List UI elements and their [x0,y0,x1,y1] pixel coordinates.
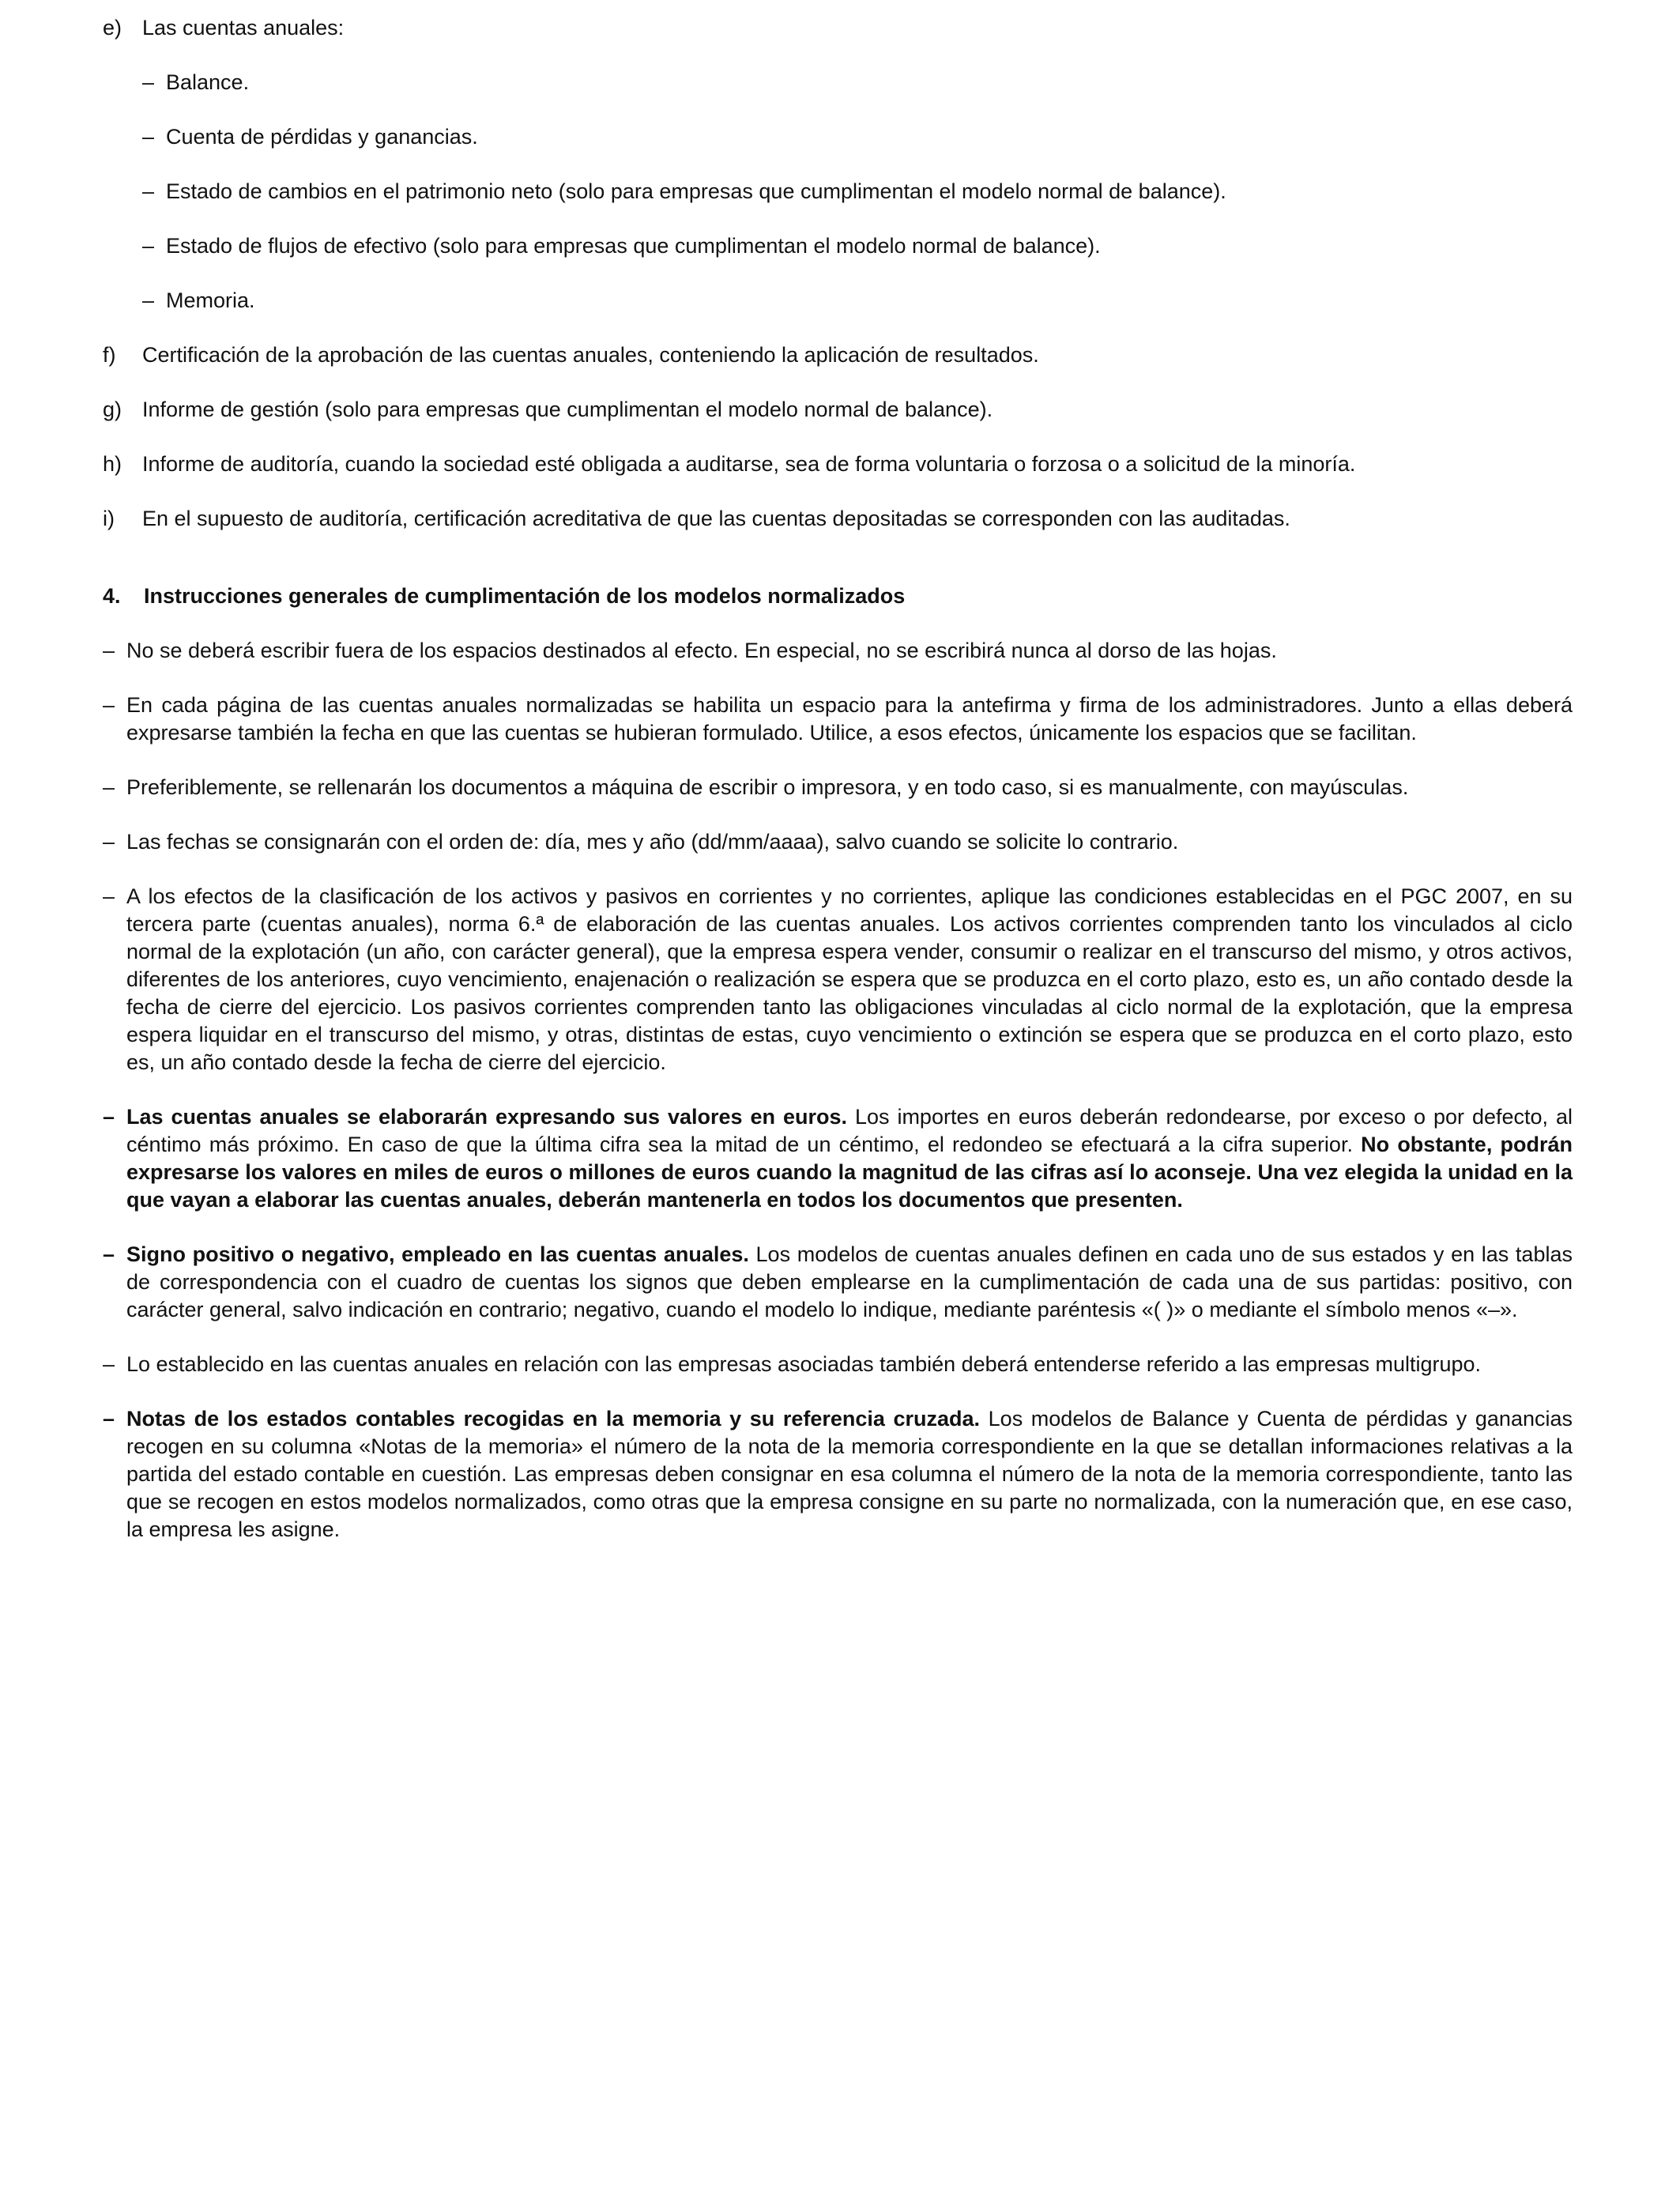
sub-item-ecpn [103,178,1573,205]
list-item-g [103,396,1573,424]
bullet-text: En cada página de las cuentas anuales normalizadas se habilita un espacio para la antefirma y firma de los administradores. Junto a ellas deberá expresarse también la fecha en que las cuentas se hubieran formulado. Utilice, a esos efectos, únicamente los espacios que se facilitan. [126,693,1573,745]
list-text: En el supuesto de auditoría, certificación acreditativa de que las cuentas depositadas se corresponden con las auditadas. [142,507,1290,530]
bullet-item-9 [103,1405,1573,1544]
list-letter: h) [103,452,122,476]
dash-mark: – [142,125,155,149]
bullet-text: Los importes en euros deberán redondearse, por exceso o por defecto, al céntimo más próximo. En caso de que la última cifra sea la mitad de un céntimo, el redondeo se efectuará a la cifra superior. [126,1105,1573,1156]
list-item-i [103,505,1573,533]
sub-item-cuenta-pyg [103,123,1573,151]
dash-mark: – [142,70,155,94]
list-text: Informe de auditoría, cuando la sociedad esté obligada a auditarse, sea de forma voluntaria o forzosa o a solicitud de la minoría. [142,452,1356,476]
list-text: Las cuentas anuales: [142,16,345,40]
bullet-item-3 [103,774,1573,801]
sub-item-text: Memoria. [166,288,255,312]
list-item-f [103,341,1573,369]
dash-mark: – [103,830,115,854]
list-item-e [103,14,1573,42]
list-letter: i) [103,507,115,530]
bullet-text: A los efectos de la clasificación de los activos y pasivos en corrientes y no corrientes, aplique las condiciones establecidas en el PGC 2007, en su tercera parte (cuentas anuales), norma 6.ª de elaboración de las cuentas anuales. Los activos corrientes comprenden tanto los vinculados al ciclo normal de la explotación (un año, con carácter general), que la empresa espera vender, consumir o realizar en el transcurso del mismo, y otros activos, diferentes de los anteriores, cuyo vencimiento, enajenación o realización se espera que se produzca en el corto plazo, esto es, un año contado desde la fecha de cierre del ejercicio. Los pasivos corrientes comprenden tanto las obligaciones vinculadas al ciclo normal de la explotación, que la empresa espera liquidar en el transcurso del mismo, y otras, distintas de estas, cuyo vencimiento o extinción se espera que se produzca en el corto plazo, esto es, un año contado desde la fecha de cierre del ejercicio. [126,884,1573,1074]
list-letter: g) [103,398,122,421]
dash-mark: – [142,288,155,312]
document-body [103,14,1573,1570]
section-title: Instrucciones generales de cumplimentación de los modelos normalizados [144,584,906,608]
sub-item-memoria [103,287,1573,315]
bullet-item-1 [103,637,1573,665]
bullet-text: Los modelos de cuentas anuales definen en cada uno de sus estados y en las tablas de correspondencia con el cuadro de cuentas los signos que deben emplearse en la cumplimentación de cada una de sus partidas: positivo, con carácter general, salvo indicación en contrario; negativo, cuando el modelo lo indique, mediante paréntesis «( )» o mediante el símbolo menos «–». [126,1242,1573,1321]
dash-mark: – [103,693,115,717]
list-letter: f) [103,343,116,367]
sub-item-text: Estado de flujos de efectivo (solo para empresas que cumplimentan el modelo normal de balance). [166,234,1101,258]
bullet-bold-text: No obstante, podrán expresarse los valores en miles de euros o millones de euros cuando la magnitud de las cifras así lo aconseje. Una vez elegida la unidad en la que vayan a elaborar las cuentas anuales, deberán mantenerla en todos los documentos que presenten. [126,1133,1573,1212]
sub-item-text: Cuenta de pérdidas y ganancias. [166,125,478,149]
list-text: Certificación de la aprobación de las cuentas anuales, conteniendo la aplicación de resultados. [142,343,1039,367]
dash-mark: – [142,179,155,203]
bullet-text: Los modelos de Balance y Cuenta de pérdidas y ganancias recogen en su columna «Notas de la memoria» el número de la nota de la memoria correspondiente en la que se detallan informaciones relativas a la partida del estado contable en cuestión. Las empresas deben consignar en esa columna el número de la nota de la memoria correspondiente, tanto las que se recogen en estos modelos normalizados, como otras que la empresa consigne en su parte no normalizada, con la numeración que, en ese caso, la empresa les asigne. [126,1407,1573,1541]
dash-mark: – [103,775,115,799]
bullet-bold-text: Signo positivo o negativo, empleado en las cuentas anuales. [126,1242,749,1266]
bullet-item-8 [103,1351,1573,1378]
dash-mark: – [103,1105,115,1129]
bullet-text: Preferiblemente, se rellenarán los documentos a máquina de escribir o impresora, y en todo caso, si es manualmente, con mayúsculas. [126,775,1409,799]
sub-item-text: Balance. [166,70,250,94]
sub-item-text: Estado de cambios en el patrimonio neto (solo para empresas que cumplimentan el modelo normal de balance). [166,179,1226,203]
bullet-text: No se deberá escribir fuera de los espacios destinados al efecto. En especial, no se escribirá nunca al dorso de las hojas. [126,639,1277,662]
bullet-item-4 [103,828,1573,856]
section-heading [103,582,1573,610]
bullet-item-7 [103,1241,1573,1324]
bullet-bold-text: Las cuentas anuales se elaborarán expresando sus valores en euros. [126,1105,847,1129]
list-text: Informe de gestión (solo para empresas que cumplimentan el modelo normal de balance). [142,398,993,421]
dash-mark: – [103,1407,115,1431]
dash-mark: – [142,234,155,258]
sub-item-efe [103,232,1573,260]
sub-item-balance [103,69,1573,96]
bullet-text: Las fechas se consignarán con el orden de: día, mes y año (dd/mm/aaaa), salvo cuando se solicite lo contrario. [126,830,1179,854]
section-number: 4. [103,584,121,608]
bullet-text: Lo establecido en las cuentas anuales en relación con las empresas asociadas también deberá entenderse referido a las empresas multigrupo. [126,1352,1482,1376]
list-letter: e) [103,16,122,40]
bullet-item-2 [103,692,1573,747]
bullet-item-6 [103,1103,1573,1214]
bullet-bold-text: Notas de los estados contables recogidas en la memoria y su referencia cruzada. [126,1407,981,1431]
list-item-h [103,450,1573,478]
dash-mark: – [103,1352,115,1376]
dash-mark: – [103,639,115,662]
dash-mark: – [103,1242,115,1266]
bullet-item-5 [103,883,1573,1076]
dash-mark: – [103,884,115,908]
